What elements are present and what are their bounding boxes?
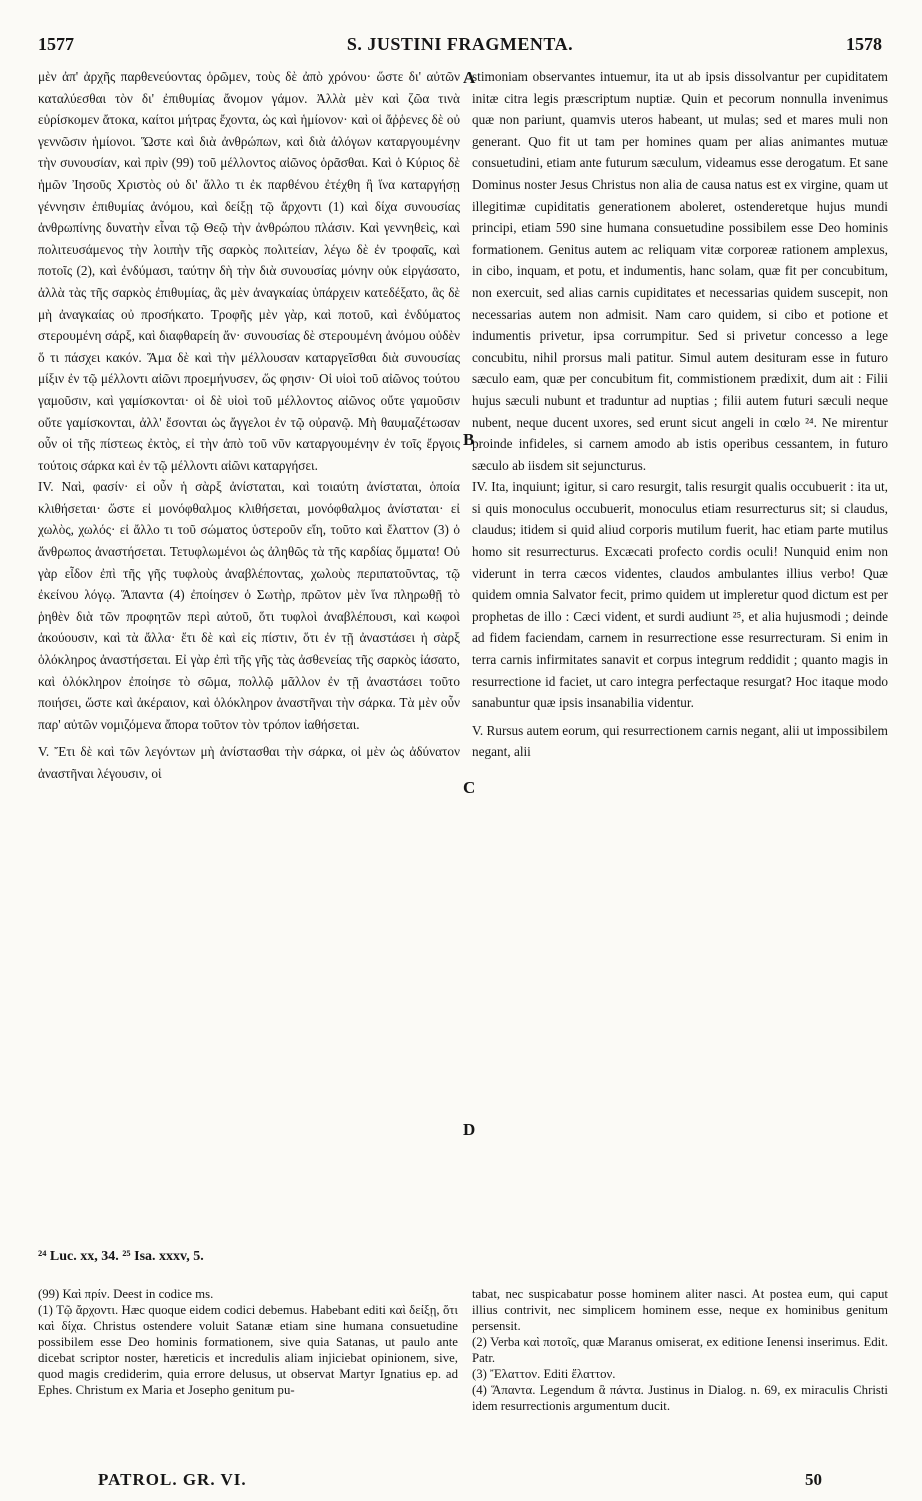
footnote: (99) Καὶ πρίν. Deest in codice ms. [38, 1287, 214, 1301]
footnotes-left [38, 1286, 458, 1398]
page-number-left: 1577 [38, 34, 74, 54]
scripture-references: ²⁴ Luc. xx, 34. ²⁵ Isa. xxxv, 5. [38, 1249, 204, 1264]
margin-marker-c: C [463, 778, 476, 797]
footnote: (1) Τῷ ἄρχοντι. Hæc quoque eidem codici debemus. Habebant editi καὶ δείξῃ, ὅτι καὶ δίχα. Christus ostendere voluit Satanæ etiam sine humana consuetudine possibilem esse Deo hominis formationem, sive quia Satanas, ut paulo ante dicebat scriptor noster, hæreticis et incredulis aliam injiciebat opinionem, sive, quod magis crediderim, quia errore delusus, ut observat Martyr Ignatius ep. ad Ephes. Christum ex Maria et Josepho genitum pu- [38, 1303, 458, 1397]
latin-paragraph: stimoniam observantes intuemur, ita ut ab ipsis dissolvantur per cupiditatem initæ citra legis præscriptum nuptiæ. Quin et pecorum nonnulla invenimus quæ non pariunt, quamvis uteros habeant, ut mulas; sed et mares muli non generant. Quo fit ut tam per homines quam per alias animantes mutuæ consuetudini, etiam ante futurum sæculum, videamus esse derogatum. Et sane Dominus noster Jesus Christus non alia de causa natus est ex virgine, quam ut illegitimæ cupiditatis generationem aboleret, ostenderetque hujus mundi principi, etiam 590 sine humana consuetudine possibilem esse Deo hominis formationem. Genitus autem ac reliquam vitæ corporeæ rationem amplexus, in cibo, inquam, et potu, et indumentis, hanc solam, quæ fit per concubitum, non exercuit, sed alias carnis cupiditates et necessarias quidem suscepit, non necessarias autem non admisit. Nam caro quidem, si cibo et potione et indumentis privetur, ipsa corrumpitur. Sed si privetur concesso a lege concubitu, nihil prorsus mali patitur. Simul autem desituram esse in futuro sæculo eam, quæ per concubitum fit, commistionem prædixit, dum ait : Filii hujus sæculi nubunt et traduntur ad nuptias ; filii autem futuri sæculi neque nubent, neque ducent uxores, sed erunt sicut angeli in cœlo ²⁴. Ne mirentur proinde infideles, si carnem amodo ab istis operibus cessantem, in futuro sæculo ab iisdem sit sejuncturus. [472, 69, 888, 473]
greek-section-v: V. Ἔτι δὲ καὶ τῶν λεγόντων μὴ ἀνίστασθαι τὴν σάρκα, οἱ μὲν ὡς ἀδύνατον ἀναστῆναι λέγουσιν, οἱ [38, 744, 460, 781]
page-header [38, 34, 882, 60]
latin-column [472, 66, 888, 763]
signature-number: 50 [805, 1470, 822, 1489]
greek-paragraph: μὲν ἀπ' ἀρχῆς παρθενεύοντας ὁρῶμεν, τοὺς δὲ ἀπὸ χρόνου· ὥστε δι' αὐτῶν καταλύεσθαι τὸν δι' ἐπιθυμίας ἄνομον γάμον. Ἀλλὰ μὲν καὶ ζῶα τινὰ εὑρίσκομεν ἄτοκα, καίτοι μήτρας ἔχοντα, ὡς καὶ ἡμίονον· καὶ οἱ ἄῤῥενες δὲ οὐ γεννῶσιν ἡμίονοι. Ὥστε καὶ διὰ ἀνθρώπων, καὶ διὰ ἀλόγων καταργουμένην τὴν συνουσίαν, καὶ πρὶν (99) τοῦ μέλλοντος αἰῶνος ὁρᾶσθαι. Καὶ ὁ Κύριος δὲ ἡμῶν Ἰησοῦς Χριστὸς οὐ δι' ἄλλο τι ἐκ παρθένου ἐτέχθη ἢ ἵνα καταργήσῃ γέννησιν ἐπιθυμίας ἀνόμου, καὶ δείξῃ τῷ ἄρχοντι (1) καὶ δίχα συνουσίας ἀνθρωπίνης δυνατὴν εἶναι τῷ Θεῷ τὴν ἀνθρώπου πλάσιν. Καὶ γεννηθεὶς, καὶ πολιτευσάμενος τὴν λοιπὴν τῆς σαρκὸς πολιτείαν, λέγω δὲ ἐν τροφαῖς, καὶ ποτοῖς (2), καὶ ἐνδύμασι, ταύτην δὴ τὴν διὰ συνουσίας μόνην οὐκ εἰργάσατο, ἀλλὰ τὰς τῆς σαρκὸς ἐπιθυμίας, ἃς μὲν ἀναγκαίας ὑπάρχειν κατεδέξατο, ἃς δὲ μὴ ἀναγκαίας οὐ προσήκατο. Τροφῆς μὲν γὰρ, καὶ ποτοῦ, καὶ ἐνδύματος στερουμένη σάρξ, καὶ διαφθαρείη ἄν· συνουσίας δὲ στερουμένη ἀνόμου οὐδὲν ὅ τι πάσχει κακόν. Ἅμα δὲ καὶ τὴν μέλλουσαν καταργεῖσθαι διὰ συνουσίας μίξιν ἐν τῷ μέλλοντι αἰῶνι προεμήνυσεν, ὥς φησιν· Οἱ υἱοὶ τοῦ αἰῶνος τούτου γαμοῦσιν, καὶ γαμίσκονται· οἱ δὲ υἱοὶ τοῦ μέλλοντος αἰῶνος οὔτε γαμοῦσιν οὔτε γαμίσκονται, ἀλλ' ἔσονται ὡς ἄγγελοι ἐν τῷ οὐρανῷ. Μὴ θαυμαζέτωσαν οὖν οἱ τῆς πίστεως ἐκτὸς, εἰ τὴν ἀπὸ τοῦ νῦν καταργουμένην ἐν τοῖς ἔργοις τούτοις σάρκα καὶ ἐν τῷ μέλλοντι αἰῶνι καταργήσει. [38, 69, 460, 473]
running-title: S. JUSTINI FRAGMENTA. [346, 34, 574, 54]
footnote: (2) Verba καὶ ποτοῖς, quæ Maranus omiserat, ex editione Ienensi inserimus. Edit. Patr. [472, 1335, 888, 1365]
footnotes-right [472, 1286, 888, 1414]
latin-section-v: V. Rursus autem eorum, qui resurrectionem carnis negant, alii ut impossibilem negant, alii [472, 722, 888, 760]
margin-marker-b: B [463, 430, 475, 449]
footnote: tabat, nec suspicabatur posse hominem aliter nasci. At postea eum, qui caput illius contrivit, nec simplicem hominem esse, neque ex hominibus genitum persensit. [472, 1287, 888, 1333]
page-number-right: 1578 [846, 34, 882, 54]
greek-column [38, 66, 460, 785]
footnote: (3) Ἔλαττον. Editi ἔλαττον. [472, 1367, 616, 1381]
margin-marker-d: D [463, 1120, 476, 1139]
footnote: (4) Ἅπαντα. Legendum ἃ πάντα. Justinus in Dialog. n. 69, ex miraculis Christi idem resurrectionis argumentum ducit. [472, 1383, 888, 1413]
latin-section-iv: IV. Ita, inquiunt; igitur, si caro resurgit, talis resurgit qualis occubuerit : ita ut, si quis monoculus occubuerit, monoculus etiam resurrecturus sit; si claudus, claudus; itidem si quid aliud corporis mutilum fuerit, hac etiam parte mutilus homo sit resurrecturus. Excæcati profecto cordis oculi! Nunquid enim non viderunt in terra cæcos videntes, claudos ambulantes illius verbo! Quæ quidem omnia Salvator fecit, primo quidem ut impleretur quod dictum est per prophetas de illo : Cæci vident, et surdi audiunt ²⁵, et alia hujusmodi ; deinde ad fidem faciendam, carnem in resurrectione esse resurrecturam. Si enim in terra carnis infirmitates sanavit et corpus integrum reddidit ; quanto magis in resurrectione id faciet, ut caro integra perfectaque resurgat? Hoc itaque modo sanabuntur quæ ipsis insanabilia videntur. [472, 479, 888, 711]
series-signature: PATROL. GR. VI. [98, 1470, 247, 1489]
margin-marker-a: A [463, 68, 476, 87]
greek-section-iv: IV. Ναὶ, φασίν· εἰ οὖν ἡ σὰρξ ἀνίσταται, καὶ τοιαύτη ἀνίσταται, ὁποία κλιθήσεται· ὥστε εἰ μονόφθαλμος κλιθήσεται, μονόφθαλμος ἀνίσταται· εἰ χωλὸς, χωλός· εἰ ἄλλο τι τοῦ σώματος ὑστεροῦν εἴη, τοῦτο καὶ ἔλαττον (3) ὁ ἄνθρωπος ἀναστήσεται. Τετυφλωμένοι ὡς ἀληθῶς τὰ τῆς καρδίας ὄμματα! Οὐ γὰρ εἶδον ἐπὶ τῆς γῆς τυφλοὺς ἀναβλέποντας, χωλοὺς περιπατοῦντας, τῷ ἐκείνου λόγῳ. Ἅπαντα (4) ἐποίησεν ὁ Σωτὴρ, πρῶτον μὲν ἵνα πληρωθῇ τὸ ῥηθὲν διὰ τῶν προφητῶν περὶ αὐτοῦ, ὅτι τυφλοὶ ἀναβλέπουσι, καὶ κωφοὶ ἀκούουσιν, καὶ τὰ ἄλλα· ἔτι δὲ καὶ εἰς πίστιν, ὅτι ἐν τῇ ἀναστάσει ἡ σὰρξ ὁλόκληρος ἀναστήσεται. Εἰ γὰρ ἐπὶ τῆς γῆς τὰς ἀσθενείας τῆς σαρκὸς ἰάσατο, καὶ ὁλόκληρον ἐποίησε τὸ σῶμα, πολλῷ μᾶλλον ἐν τῇ ἀναστάσει τοῦτο ποιήσει, ὥστε καὶ ἀκέραιον, καὶ ὁλόκληρον ἀναστῆναι τὴν σάρκα. Τὰ μὲν οὖν παρ' αὐτῶν νομιζόμενα ἄπορα τοῦτον τὸν τρόπον ἰαθήσεται. [38, 479, 460, 732]
